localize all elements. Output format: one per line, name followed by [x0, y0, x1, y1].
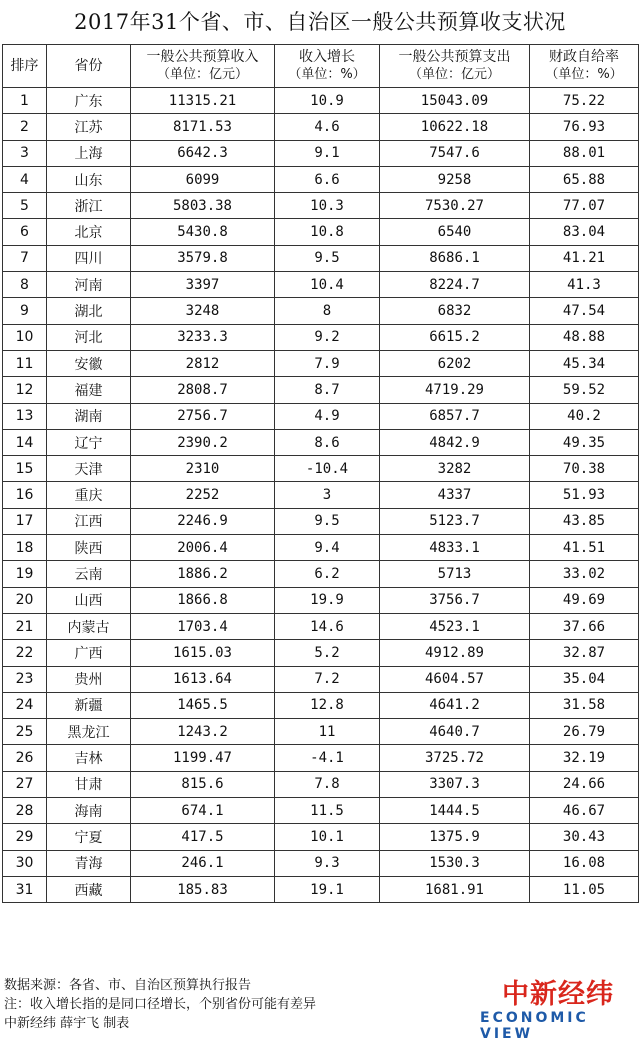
cell-selfsufficiency: 41.21: [530, 245, 639, 271]
cell-province: 贵州: [47, 666, 131, 692]
cell-expenditure: 4640.7: [380, 719, 530, 745]
table-row: [3, 403, 639, 429]
cell-expenditure: 1681.91: [380, 876, 530, 902]
cell-province: 河北: [47, 324, 131, 350]
table-row: [3, 324, 639, 350]
cell-expenditure: 4604.57: [380, 666, 530, 692]
table-row: [3, 456, 639, 482]
table-header-row: [3, 45, 639, 88]
cell-revenue: 5430.8: [131, 219, 275, 245]
header-expenditure-unit: （单位：亿元）: [408, 67, 500, 82]
cell-expenditure: 4833.1: [380, 535, 530, 561]
cell-growth: 9.2: [275, 324, 380, 350]
header-revenue-unit: （单位：亿元）: [156, 67, 248, 82]
header-growth-unit: （单位：%）: [288, 67, 366, 82]
cell-province: 广东: [47, 88, 131, 114]
cell-rank: 2: [3, 114, 47, 140]
cell-expenditure: 10622.18: [380, 114, 530, 140]
table-row: [3, 692, 639, 718]
cell-selfsufficiency: 32.19: [530, 745, 639, 771]
cell-selfsufficiency: 59.52: [530, 377, 639, 403]
cell-province: 江苏: [47, 114, 131, 140]
cell-selfsufficiency: 37.66: [530, 613, 639, 639]
cell-growth: 11.5: [275, 798, 380, 824]
cell-province: 安徽: [47, 350, 131, 376]
cell-selfsufficiency: 16.08: [530, 850, 639, 876]
cell-rank: 17: [3, 508, 47, 534]
cell-growth: 4.6: [275, 114, 380, 140]
cell-expenditure: 4337: [380, 482, 530, 508]
cell-revenue: 2252: [131, 482, 275, 508]
cell-rank: 3: [3, 140, 47, 166]
cell-growth: 10.3: [275, 193, 380, 219]
cell-revenue: 2812: [131, 350, 275, 376]
cell-rank: 7: [3, 245, 47, 271]
cell-rank: 11: [3, 350, 47, 376]
cell-revenue: 1199.47: [131, 745, 275, 771]
table-row: [3, 193, 639, 219]
cell-expenditure: 1444.5: [380, 798, 530, 824]
cell-selfsufficiency: 30.43: [530, 824, 639, 850]
cell-growth: 9.5: [275, 245, 380, 271]
cell-province: 广西: [47, 640, 131, 666]
cell-rank: 18: [3, 535, 47, 561]
cell-expenditure: 6202: [380, 350, 530, 376]
cell-growth: 12.8: [275, 692, 380, 718]
cell-revenue: 246.1: [131, 850, 275, 876]
cell-expenditure: 6832: [380, 298, 530, 324]
table-row: [3, 350, 639, 376]
header-selfsufficiency-label: 财政自给率: [549, 49, 619, 65]
cell-province: 四川: [47, 245, 131, 271]
cell-province: 湖南: [47, 403, 131, 429]
cell-revenue: 674.1: [131, 798, 275, 824]
cell-growth: 9.5: [275, 508, 380, 534]
table-row: [3, 771, 639, 797]
cell-revenue: 1465.5: [131, 692, 275, 718]
cell-growth: 9.1: [275, 140, 380, 166]
cell-selfsufficiency: 40.2: [530, 403, 639, 429]
cell-province: 重庆: [47, 482, 131, 508]
header-rank: 排序: [3, 45, 47, 88]
cell-selfsufficiency: 77.07: [530, 193, 639, 219]
table-row: [3, 114, 639, 140]
table-row: [3, 719, 639, 745]
cell-growth: 14.6: [275, 613, 380, 639]
cell-province: 甘肃: [47, 771, 131, 797]
cell-province: 北京: [47, 219, 131, 245]
cell-rank: 31: [3, 876, 47, 902]
cell-expenditure: 3756.7: [380, 587, 530, 613]
cell-revenue: 11315.21: [131, 88, 275, 114]
cell-rank: 24: [3, 692, 47, 718]
cell-revenue: 5803.38: [131, 193, 275, 219]
cell-expenditure: 7547.6: [380, 140, 530, 166]
header-selfsufficiency-unit: （单位：%）: [545, 67, 623, 82]
cell-revenue: 2808.7: [131, 377, 275, 403]
cell-expenditure: 6615.2: [380, 324, 530, 350]
cell-rank: 25: [3, 719, 47, 745]
cell-selfsufficiency: 48.88: [530, 324, 639, 350]
cell-selfsufficiency: 49.35: [530, 429, 639, 455]
table-row: [3, 876, 639, 902]
cell-rank: 20: [3, 587, 47, 613]
cell-selfsufficiency: 31.58: [530, 692, 639, 718]
cell-rank: 16: [3, 482, 47, 508]
cell-rank: 30: [3, 850, 47, 876]
cell-rank: 21: [3, 613, 47, 639]
cell-province: 山西: [47, 587, 131, 613]
cell-growth: 19.1: [275, 876, 380, 902]
cell-rank: 13: [3, 403, 47, 429]
cell-rank: 23: [3, 666, 47, 692]
cell-selfsufficiency: 41.3: [530, 272, 639, 298]
table-row: [3, 377, 639, 403]
cell-growth: 10.4: [275, 272, 380, 298]
cell-growth: 10.9: [275, 88, 380, 114]
cell-revenue: 1613.64: [131, 666, 275, 692]
cell-province: 新疆: [47, 692, 131, 718]
table-row: [3, 850, 639, 876]
cell-selfsufficiency: 45.34: [530, 350, 639, 376]
cell-expenditure: 1530.3: [380, 850, 530, 876]
cell-selfsufficiency: 65.88: [530, 166, 639, 192]
budget-table: [2, 44, 639, 903]
cell-rank: 19: [3, 561, 47, 587]
cell-expenditure: 3307.3: [380, 771, 530, 797]
cell-selfsufficiency: 43.85: [530, 508, 639, 534]
cell-expenditure: 6857.7: [380, 403, 530, 429]
cell-province: 浙江: [47, 193, 131, 219]
cell-revenue: 1866.8: [131, 587, 275, 613]
table-row: [3, 166, 639, 192]
table-row: [3, 824, 639, 850]
cell-growth: 7.8: [275, 771, 380, 797]
cell-growth: 19.9: [275, 587, 380, 613]
cell-province: 福建: [47, 377, 131, 403]
cell-revenue: 2006.4: [131, 535, 275, 561]
cell-selfsufficiency: 33.02: [530, 561, 639, 587]
table-row: [3, 798, 639, 824]
table-row: [3, 587, 639, 613]
cell-expenditure: 4523.1: [380, 613, 530, 639]
table-row: [3, 535, 639, 561]
cell-revenue: 1243.2: [131, 719, 275, 745]
table-row: [3, 219, 639, 245]
header-growth: [275, 45, 380, 88]
cell-expenditure: 5123.7: [380, 508, 530, 534]
table-row: [3, 666, 639, 692]
cell-selfsufficiency: 75.22: [530, 88, 639, 114]
cell-selfsufficiency: 26.79: [530, 719, 639, 745]
cell-revenue: 3397: [131, 272, 275, 298]
cell-growth: 7.9: [275, 350, 380, 376]
cell-growth: 3: [275, 482, 380, 508]
cell-growth: 6.2: [275, 561, 380, 587]
cell-growth: 6.6: [275, 166, 380, 192]
cell-selfsufficiency: 70.38: [530, 456, 639, 482]
cell-province: 海南: [47, 798, 131, 824]
cell-revenue: 185.83: [131, 876, 275, 902]
cell-growth: 11: [275, 719, 380, 745]
cell-province: 江西: [47, 508, 131, 534]
footer: [4, 976, 464, 1033]
cell-expenditure: 4842.9: [380, 429, 530, 455]
cell-growth: 8.7: [275, 377, 380, 403]
cell-revenue: 1615.03: [131, 640, 275, 666]
cell-expenditure: 3282: [380, 456, 530, 482]
cell-rank: 1: [3, 88, 47, 114]
cell-province: 黑龙江: [47, 719, 131, 745]
cell-rank: 4: [3, 166, 47, 192]
cell-province: 河南: [47, 272, 131, 298]
cell-selfsufficiency: 24.66: [530, 771, 639, 797]
table-row: [3, 482, 639, 508]
table-row: [3, 561, 639, 587]
table-row: [3, 613, 639, 639]
header-growth-label: 收入增长: [299, 49, 355, 65]
cell-revenue: 2390.2: [131, 429, 275, 455]
cell-growth: 8.6: [275, 429, 380, 455]
cell-rank: 26: [3, 745, 47, 771]
cell-revenue: 3248: [131, 298, 275, 324]
cell-revenue: 1703.4: [131, 613, 275, 639]
cell-province: 吉林: [47, 745, 131, 771]
cell-selfsufficiency: 83.04: [530, 219, 639, 245]
cell-rank: 14: [3, 429, 47, 455]
footer-source: 数据来源：各省、市、自治区预算执行报告: [4, 978, 252, 993]
cell-expenditure: 8686.1: [380, 245, 530, 271]
brand-logo: [470, 972, 638, 1042]
cell-rank: 27: [3, 771, 47, 797]
table-body: [3, 88, 639, 903]
logo-cn-text: 中新经纬: [502, 979, 614, 1010]
table-row: [3, 640, 639, 666]
header-selfsufficiency: [530, 45, 639, 88]
cell-expenditure: 7530.27: [380, 193, 530, 219]
cell-rank: 9: [3, 298, 47, 324]
cell-rank: 8: [3, 272, 47, 298]
cell-revenue: 2756.7: [131, 403, 275, 429]
cell-growth: 9.3: [275, 850, 380, 876]
cell-revenue: 3579.8: [131, 245, 275, 271]
table-row: [3, 88, 639, 114]
cell-expenditure: 5713: [380, 561, 530, 587]
page-title: 2017年31个省、市、自治区一般公共预算收支状况: [74, 10, 566, 34]
table-row: [3, 508, 639, 534]
cell-growth: -4.1: [275, 745, 380, 771]
header-province: 省份: [47, 45, 131, 88]
header-expenditure-label: 一般公共预算支出: [398, 49, 511, 65]
cell-expenditure: 15043.09: [380, 88, 530, 114]
cell-rank: 28: [3, 798, 47, 824]
table-row: [3, 298, 639, 324]
cell-province: 上海: [47, 140, 131, 166]
cell-selfsufficiency: 88.01: [530, 140, 639, 166]
cell-rank: 29: [3, 824, 47, 850]
cell-province: 天津: [47, 456, 131, 482]
cell-rank: 10: [3, 324, 47, 350]
cell-province: 山东: [47, 166, 131, 192]
cell-rank: 22: [3, 640, 47, 666]
cell-revenue: 815.6: [131, 771, 275, 797]
cell-expenditure: 8224.7: [380, 272, 530, 298]
cell-expenditure: 1375.9: [380, 824, 530, 850]
cell-revenue: 6642.3: [131, 140, 275, 166]
cell-growth: 9.4: [275, 535, 380, 561]
cell-growth: 10.1: [275, 824, 380, 850]
cell-expenditure: 3725.72: [380, 745, 530, 771]
cell-revenue: 2310: [131, 456, 275, 482]
cell-expenditure: 4641.2: [380, 692, 530, 718]
cell-selfsufficiency: 35.04: [530, 666, 639, 692]
table-row: [3, 245, 639, 271]
cell-expenditure: 9258: [380, 166, 530, 192]
cell-expenditure: 4719.29: [380, 377, 530, 403]
cell-rank: 15: [3, 456, 47, 482]
header-revenue: [131, 45, 275, 88]
cell-growth: 5.2: [275, 640, 380, 666]
cell-province: 辽宁: [47, 429, 131, 455]
table-row: [3, 429, 639, 455]
cell-selfsufficiency: 32.87: [530, 640, 639, 666]
cell-selfsufficiency: 49.69: [530, 587, 639, 613]
table-row: [3, 272, 639, 298]
cell-expenditure: 6540: [380, 219, 530, 245]
cell-revenue: 417.5: [131, 824, 275, 850]
cell-revenue: 6099: [131, 166, 275, 192]
cell-rank: 5: [3, 193, 47, 219]
cell-province: 青海: [47, 850, 131, 876]
table-row: [3, 140, 639, 166]
cell-province: 内蒙古: [47, 613, 131, 639]
cell-selfsufficiency: 47.54: [530, 298, 639, 324]
cell-selfsufficiency: 11.05: [530, 876, 639, 902]
cell-growth: 10.8: [275, 219, 380, 245]
cell-province: 云南: [47, 561, 131, 587]
footer-credit: 中新经纬 薛宇飞 制表: [4, 1016, 130, 1031]
table-row: [3, 745, 639, 771]
cell-province: 湖北: [47, 298, 131, 324]
cell-selfsufficiency: 51.93: [530, 482, 639, 508]
cell-growth: 8: [275, 298, 380, 324]
cell-expenditure: 4912.89: [380, 640, 530, 666]
cell-selfsufficiency: 41.51: [530, 535, 639, 561]
logo-en-text: ECONOMIC VIEW: [480, 1010, 589, 1042]
cell-revenue: 1886.2: [131, 561, 275, 587]
cell-revenue: 8171.53: [131, 114, 275, 140]
cell-province: 西藏: [47, 876, 131, 902]
cell-province: 陕西: [47, 535, 131, 561]
cell-selfsufficiency: 46.67: [530, 798, 639, 824]
cell-selfsufficiency: 76.93: [530, 114, 639, 140]
cell-rank: 6: [3, 219, 47, 245]
header-expenditure: [380, 45, 530, 88]
cell-growth: -10.4: [275, 456, 380, 482]
cell-growth: 4.9: [275, 403, 380, 429]
cell-revenue: 2246.9: [131, 508, 275, 534]
cell-rank: 12: [3, 377, 47, 403]
cell-revenue: 3233.3: [131, 324, 275, 350]
header-revenue-label: 一般公共预算收入: [146, 49, 259, 65]
cell-province: 宁夏: [47, 824, 131, 850]
cell-growth: 7.2: [275, 666, 380, 692]
footer-note: 注：收入增长指的是同口径增长，个别省份可能有差异: [4, 997, 317, 1012]
